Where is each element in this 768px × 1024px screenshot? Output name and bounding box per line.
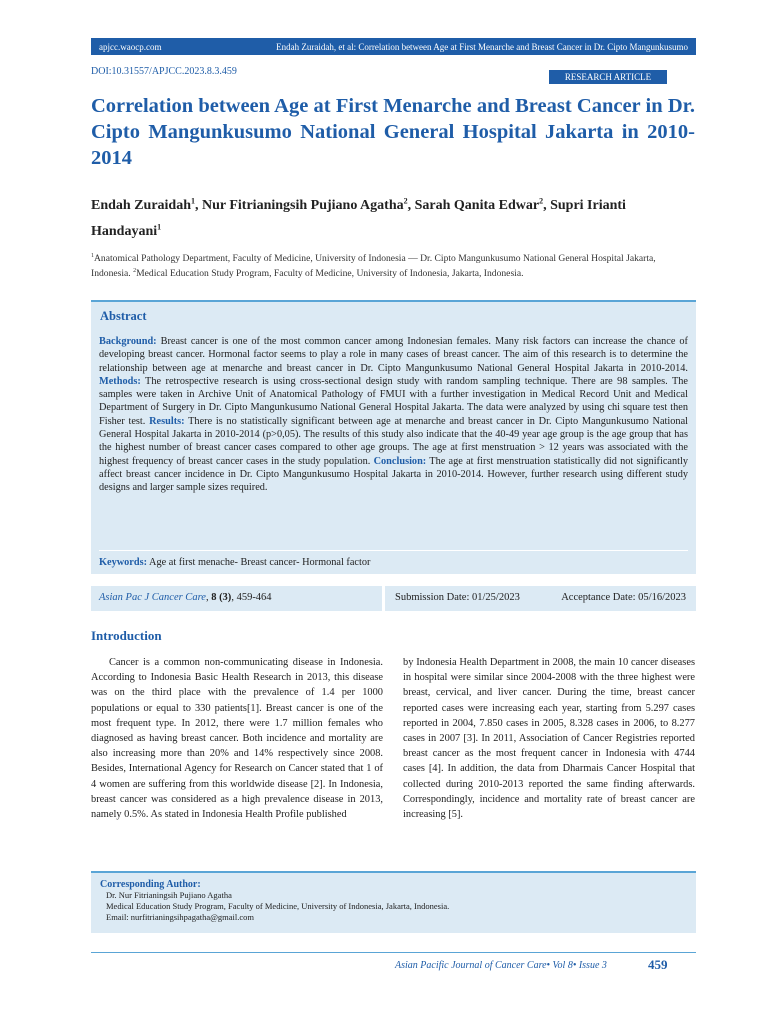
introduction-heading: Introduction bbox=[91, 628, 162, 643]
page-number: 459 bbox=[648, 957, 668, 972]
introduction-right-column: by Indonesia Health Department in 2008, the main 10 cancer diseases in hospital were similar since 2004-2008 with the three highest were breast, cervical, and liver cancer. During the time, breast cancer reported cases were increasing each year, starting from 5.297 cases reported in 2004, 7.850 cases in 2005, 8.328 cases in 2006, to 8.277 cases in 2007 [3]. In 2011, Association of Cancer Registries reported breast cancer as the most frequent cancer in Indonesia with 4744 cases [4]. In addition, the data from Dharmais Cancer Hospital that collected during 2010-2013 reported the same finding afterwards. Correspondingly, incidence and mortality rate of breast cancer are increasing [5]. bbox=[403, 657, 695, 821]
introduction-left-column: Cancer is a common non-communicating disease in Indonesia. According to Indonesia Basic Health Research in 2013, this disease was on the third place with the prevalence of 1.4 per 1000 populations or equal to 330 patients[1]. Breast cancer is one of the most frequent type. In 2012, there were 1.7 million females who diagnosed as having breast cancer. Both incidence and mortality are also increasing more than 20% and 14% respectively since 2008. Besides, International Agency for Research on Cancer stated that 1 of 4 women are suffering from this worldwide disease [2]. In Indonesia, breast cancer was considered as a high prevalence disease in 2013, namely 0.5%. As stated in Indonesia Health Profile published bbox=[91, 657, 383, 821]
article-title: Correlation between Age at First Menarche and Breast Cancer in Dr. Cipto Mangunkusumo National General Hospital Jakarta in 2010-2014 bbox=[91, 95, 695, 169]
article-type-badge: RESEARCH ARTICLE bbox=[549, 70, 667, 84]
author: Nur Fitrianingsih Pujiano Agatha$^2$, bbox=[202, 196, 415, 213]
abstract-text: Background: Breast cancer is one of the most common cancer among Indonesian females. Many risk factors can increase the chance of developing breast cancer. Hormonal factor seems to play a role in many cases of breast cancer. The aim of this research is to determine the relationship between age at menarche and breast cancer in Dr. Cipto Mangunkusumo National General Hospital Jakarta in 2010-2014. Methods: The retrospective research is using cross-sectional design study with random sampling technique. There are 98 samples. The samples were taken in Archive Unit of Anatomical Pathology of FMUI with a further investigation in Medical Record Unit and Medical Department of Surgery in Dr. Cipto Mangunkusumo National General Hospital Jakarta. The data were analyzed by using chi square test then Fisher test. Results: There is no statistically significant between age at menarche and breast cancer in Dr. Cipto Mangunkusumo National General Hospital Jakarta in 2010-2014 (p>0,05). The results of this study also indicate that the 40-49 year age group is the age group that has the highest number of breast cancer cases compared to other age groups. The age at first menstruation > 12 years was associated with the highest frequency of breast cancer cases in the study population. Conclusion: The age at first menstruation statistically did not significantly affect breast cancer incidence in Dr. Cipto Mangunkusumo Hospital Jakarta in 2010-2014. However, further research using different study designs and larger sample sizes required. bbox=[99, 336, 689, 494]
corresponding-name: Dr. Nur Fitrianingsih Pujiano Agatha bbox=[106, 890, 232, 900]
keywords-divider bbox=[99, 550, 688, 551]
submission-date: Submission Date: 01/25/2023 bbox=[395, 592, 520, 603]
site-link[interactable]: apjcc.waocp.com bbox=[99, 41, 162, 52]
dates-box bbox=[385, 586, 696, 611]
keywords: Keywords: Age at first menache- Breast cancer- Hormonal factor bbox=[99, 557, 371, 568]
author-list bbox=[91, 190, 695, 243]
corresponding-heading: Corresponding Author: bbox=[100, 879, 201, 890]
footer-journal: Asian Pacific Journal of Cancer Care• Vol 8• Issue 3 bbox=[395, 960, 607, 971]
running-title: Endah Zuraidah, et al: Correlation between Age at First Menarche and Breast Cancer in Dr. Cipto Mangunkusumo bbox=[276, 41, 688, 52]
author: Endah Zuraidah$^1$, bbox=[91, 196, 202, 213]
affiliations: $^1$Anatomical Pathology Department, Faculty of Medicine, University of Indonesia — Dr. Cipto Mangunkusumo National General Hospital Jakarta, Indonesia. $^2$Medical Education Study Program, Faculty of Medicine, University of Indonesia, Jakarta, Indonesia. bbox=[91, 253, 656, 280]
corresponding-dept: Medical Education Study Program, Faculty of Medicine, University of Indonesia, Jakarta, Indonesia. bbox=[106, 901, 450, 911]
running-header bbox=[91, 38, 696, 55]
citation-box: Asian Pac J Cancer Care, 8 (3), 459-464 bbox=[91, 586, 382, 611]
corresponding-author-box bbox=[91, 871, 696, 933]
footer-divider bbox=[91, 952, 696, 953]
abstract-heading: Abstract bbox=[100, 309, 147, 323]
author: Sarah Qanita Edwar$^2$, bbox=[414, 196, 551, 213]
author: Supri Irianti Handayani$^1$ bbox=[91, 197, 626, 240]
acceptance-date: Acceptance Date: 05/16/2023 bbox=[561, 592, 686, 603]
abstract-box bbox=[91, 300, 696, 574]
doi[interactable]: DOI:10.31557/APJCC.2023.8.3.459 bbox=[91, 66, 237, 77]
corresponding-email[interactable]: Email: nurfitrianingsihpagatha@gmail.com bbox=[106, 912, 255, 922]
